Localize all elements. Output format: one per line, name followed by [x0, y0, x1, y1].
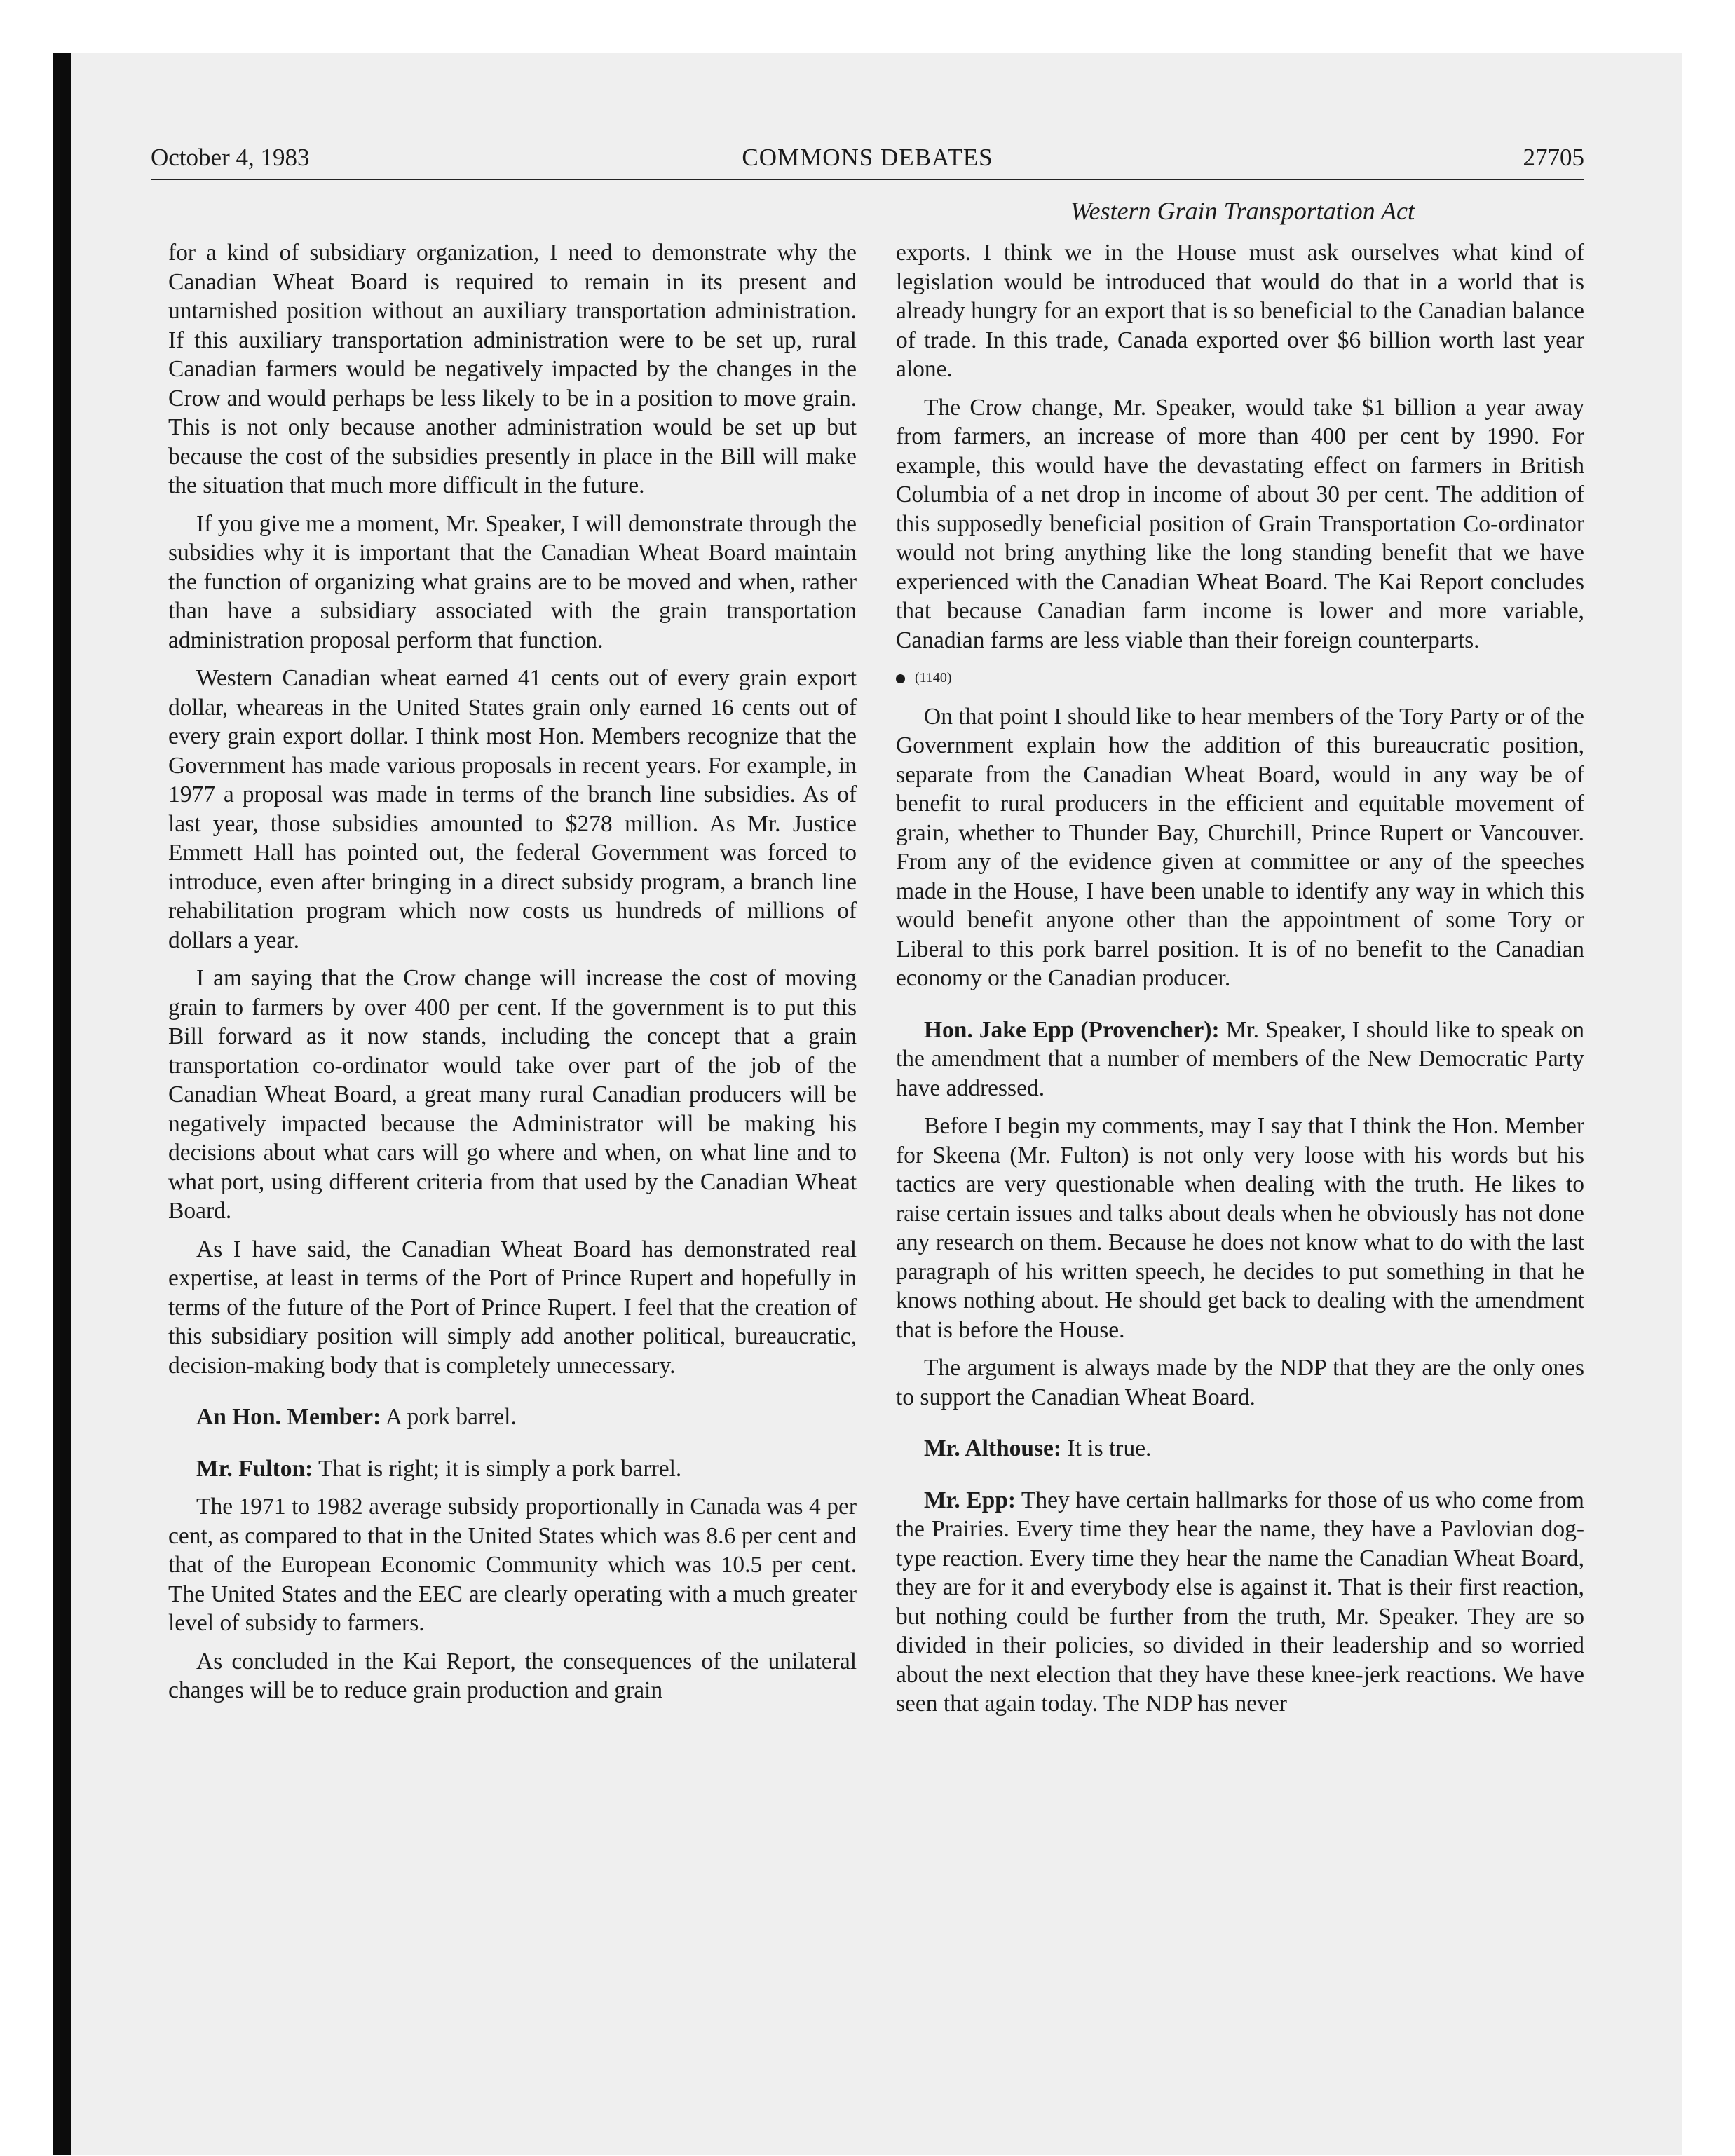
bullet-icon — [896, 674, 905, 683]
speech-paragraph — [168, 1403, 857, 1432]
paragraph: for a kind of subsidiary organization, I need to demonstrate why the Canadian Wheat Board is required to remain in its present and untarnished position without an auxiliary transportation administration. If this auxiliary transportation administration were to be set up, rural Canadian farmers would be negatively impacted by the changes in the Crow and would perhaps be less likely to be in a position to move grain. This is not only because another administration would be set up but because the cost of the subsidies presently in place in the Bill will make the situation that much more difficult in the future. — [168, 240, 857, 498]
paragraph: Before I begin my comments, may I say that I think the Hon. Member for Skeena (Mr. Fulton) is not only very loose with his words but his tactics are very questionable when dealing with the truth. He likes to raise certain issues and talks about deals when he obviously has not done any research on them. Because he does not know what to do with the last paragraph of his written speech, he decides to put something in that he knows nothing about. He should get back to dealing with the amendment that is before the House. — [896, 1113, 1584, 1343]
left-column — [168, 238, 857, 1714]
time-marker — [896, 664, 1584, 693]
speaker-name: Mr. Fulton: — [196, 1455, 313, 1482]
speech-paragraph — [896, 1486, 1584, 1719]
section-subheading: Western Grain Transportation Act — [1070, 197, 1415, 225]
right-column — [896, 238, 1584, 1728]
header-date: October 4, 1983 — [151, 144, 310, 171]
paragraph: The 1971 to 1982 average subsidy proportionally in Canada was 4 per cent, as compared to that in the United States which was 8.6 per cent and that of the European Economic Community which was 10.5 per cent. The United States and the EEC are clearly operating with a much greater level of subsidy to farmers. — [168, 1494, 857, 1636]
speech-paragraph — [896, 1434, 1584, 1464]
paragraph: The Crow change, Mr. Speaker, would take $1 billion a year away from farmers, an increase of more than 400 per cent by 1990. For example, this would have the devastating effect on farmers in British Columbia of a net drop in income of about 30 per cent. The addition of this supposedly beneficial position of Grain Transportation Co-ordinator would not bring anything like the long standing benefit that we have experienced with the Canadian Wheat Board. The Kai Report concludes that because Canadian farm income is lower and more variable, Canadian farms are less viable than their foreign counterparts. — [896, 394, 1584, 653]
paragraph: I am saying that the Crow change will increase the cost of moving grain to farmers by over 400 per cent. If the government is to put this Bill forward as it now stands, including the concept that a grain transportation co-ordinator would take over part of the job of the Canadian Wheat Board, a great many rural Canadian producers will be negatively impacted because the Administrator will be making his decisions about what cars will go where and when, on what line and to what port, using different criteria from that used by the Canadian Wheat Board. — [168, 965, 857, 1224]
paragraph: If you give me a moment, Mr. Speaker, I will demonstrate through the subsidies why it is important that the Canadian Wheat Board maintain the function of organizing what grains are to be moved and when, rather than have a subsidiary associated with the grain transportation administration proposal perform that function. — [168, 510, 857, 653]
paragraph: On that point I should like to hear members of the Tory Party or of the Government explain how the addition of this bureaucratic position, separate from the Canadian Wheat Board, would in any way be of benefit to rural producers in the efficient and equitable movement of grain, whether to Thunder Bay, Churchill, Prince Rupert or Vancouver. From any of the evidence given at committee or any of the speeches made in the House, I have been unable to identify any way in which this would benefit anyone other than the appointment of some Tory or Liberal to this pork barrel position. It is of no benefit to the Canadian economy or the Canadian producer. — [896, 703, 1584, 991]
speech-text: That is right; it is simply a pork barrel. — [313, 1455, 682, 1482]
speaker-name: Hon. Jake Epp (Provencher): — [924, 1016, 1220, 1043]
speech-paragraph — [896, 1016, 1584, 1103]
speech-paragraph — [168, 1454, 857, 1484]
header-title: COMMONS DEBATES — [742, 144, 993, 171]
paragraph: As I have said, the Canadian Wheat Board has demonstrated real expertise, at least in terms of the Port of Prince Rupert and hopefully in terms of the future of the Port of Prince Rupert. I feel that the creation of this subsidiary position will simply add another political, bureaucratic, decision-making body that is completely unnecessary. — [168, 1236, 857, 1379]
speech-text: It is true. — [1061, 1435, 1152, 1461]
speech-text: They have certain hallmarks for those of us who come from the Prairies. Every time they hear the name, they have a Pavlovian dog-type reaction. Every time they hear the name the Canadian Wheat Board, they are for it and everybody else is against it. That is their first reaction, but nothing could be further from the truth, Mr. Speaker. They are so divided in their policies, so divided in their leadership and so worried about the next election that they have these knee-jerk reactions. We have seen that again today. The NDP has never — [896, 1487, 1584, 1717]
paragraph: As concluded in the Kai Report, the consequences of the unilateral changes will be to reduce grain production and grain — [168, 1648, 857, 1703]
speaker-name: Mr. Epp: — [924, 1487, 1016, 1513]
paragraph: exports. I think we in the House must ask ourselves what kind of legislation would be introduced that would do that in a world that is already hungry for an export that is so beneficial to the Canadian balance of trade. In this trade, Canada exported over $6 billion worth last year alone. — [896, 240, 1584, 382]
binding-edge — [53, 53, 71, 2155]
paragraph: Western Canadian wheat earned 41 cents out of every grain export dollar, wheareas in the United States grain only earned 16 cents out of every grain export dollar. I think most Hon. Members recognize that the Government has made various proposals in recent years. For example, in 1977 a proposal was made in terms of the branch line subsidies. As of last year, those subsidies amounted to $278 million. As Mr. Justice Emmett Hall has pointed out, the federal Government was forced to introduce, even after bringing in a direct subsidy program, a branch line rehabilitation program which now costs us hundreds of millions of dollars a year. — [168, 665, 857, 953]
speaker-name: Mr. Althouse: — [924, 1435, 1062, 1461]
speech-text: Mr. Speaker, I should like to speak on the amendment that a number of members of the New Democratic Party have addressed. — [896, 1016, 1585, 1101]
paragraph: The argument is always made by the NDP that they are the only ones to support the Canadian Wheat Board. — [896, 1355, 1584, 1410]
page-header — [151, 144, 1584, 180]
time-marker-text: (1140) — [915, 670, 952, 685]
speech-text: A pork barrel. — [381, 1404, 517, 1430]
page-number: 27705 — [1523, 144, 1584, 171]
speaker-name: An Hon. Member: — [196, 1404, 381, 1430]
